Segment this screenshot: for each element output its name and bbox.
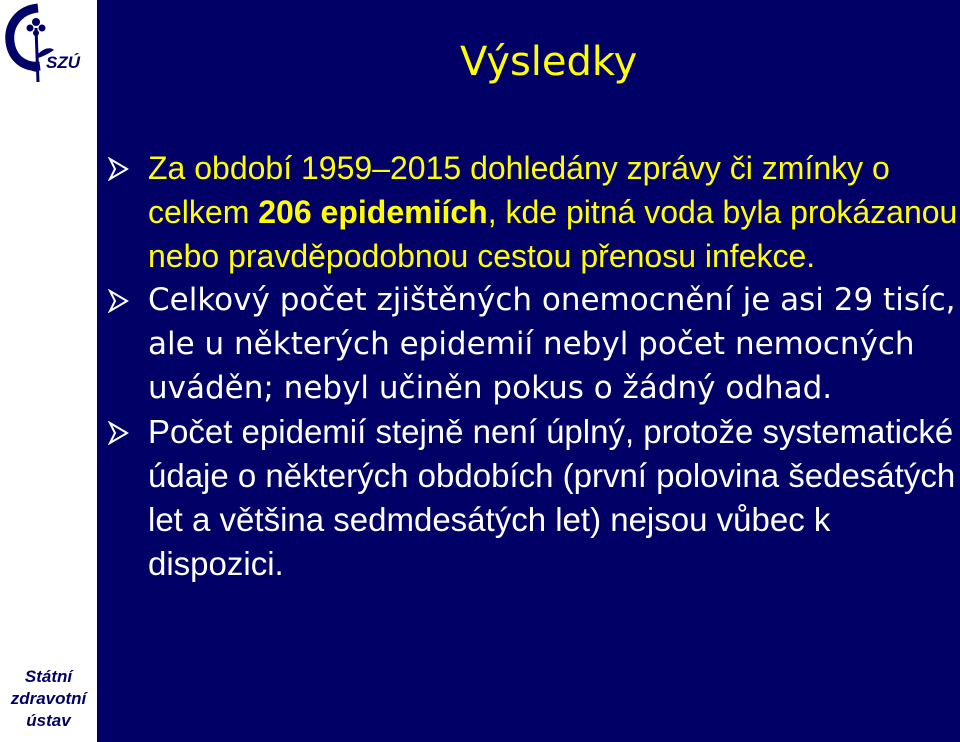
bullet-text-after: , kde pitná voda byla prokázanou nebo pravděpodobnou cestou přenosu infekce. (148, 194, 958, 274)
szu-logo (2, 2, 92, 86)
bullet-item (105, 146, 960, 278)
arrow-bullet-icon (107, 421, 131, 445)
org-name-line-1: Státní (24, 667, 73, 686)
bullet-item (105, 410, 960, 586)
bullet-text-before: Za období 1959–2015 dohledány zprávy či zmínky o celkem (148, 150, 890, 230)
arrow-bullet-icon (107, 289, 131, 313)
org-name-line-2: zdravotní (10, 689, 87, 708)
logo-text: SZÚ (46, 53, 80, 72)
organization-name (0, 666, 97, 732)
arrow-bullet-icon (107, 157, 131, 181)
org-name-line-3: ústav (26, 711, 71, 730)
bullet-list (105, 146, 960, 586)
slide-title: Výsledky (460, 39, 638, 85)
bullet-text: Počet epidemií stejně není úplný, protože systematické údaje o některých obdobích (první polovina šedesátých let a většina sedmdesátých let) nejsou vůbec k dispozici. (148, 413, 956, 582)
bullet-text: Celkový počet zjištěných onemocnění je asi 29 tisíc, ale u některých epidemií nebyl počet nemocných uváděn; nebyl učiněn pokus o žádný odhad. (148, 282, 956, 406)
bullet-text-bold: 206 epidemiích (258, 194, 488, 230)
sidebar (0, 0, 97, 742)
bullet-item (105, 278, 960, 410)
szu-logo-icon (2, 2, 92, 86)
